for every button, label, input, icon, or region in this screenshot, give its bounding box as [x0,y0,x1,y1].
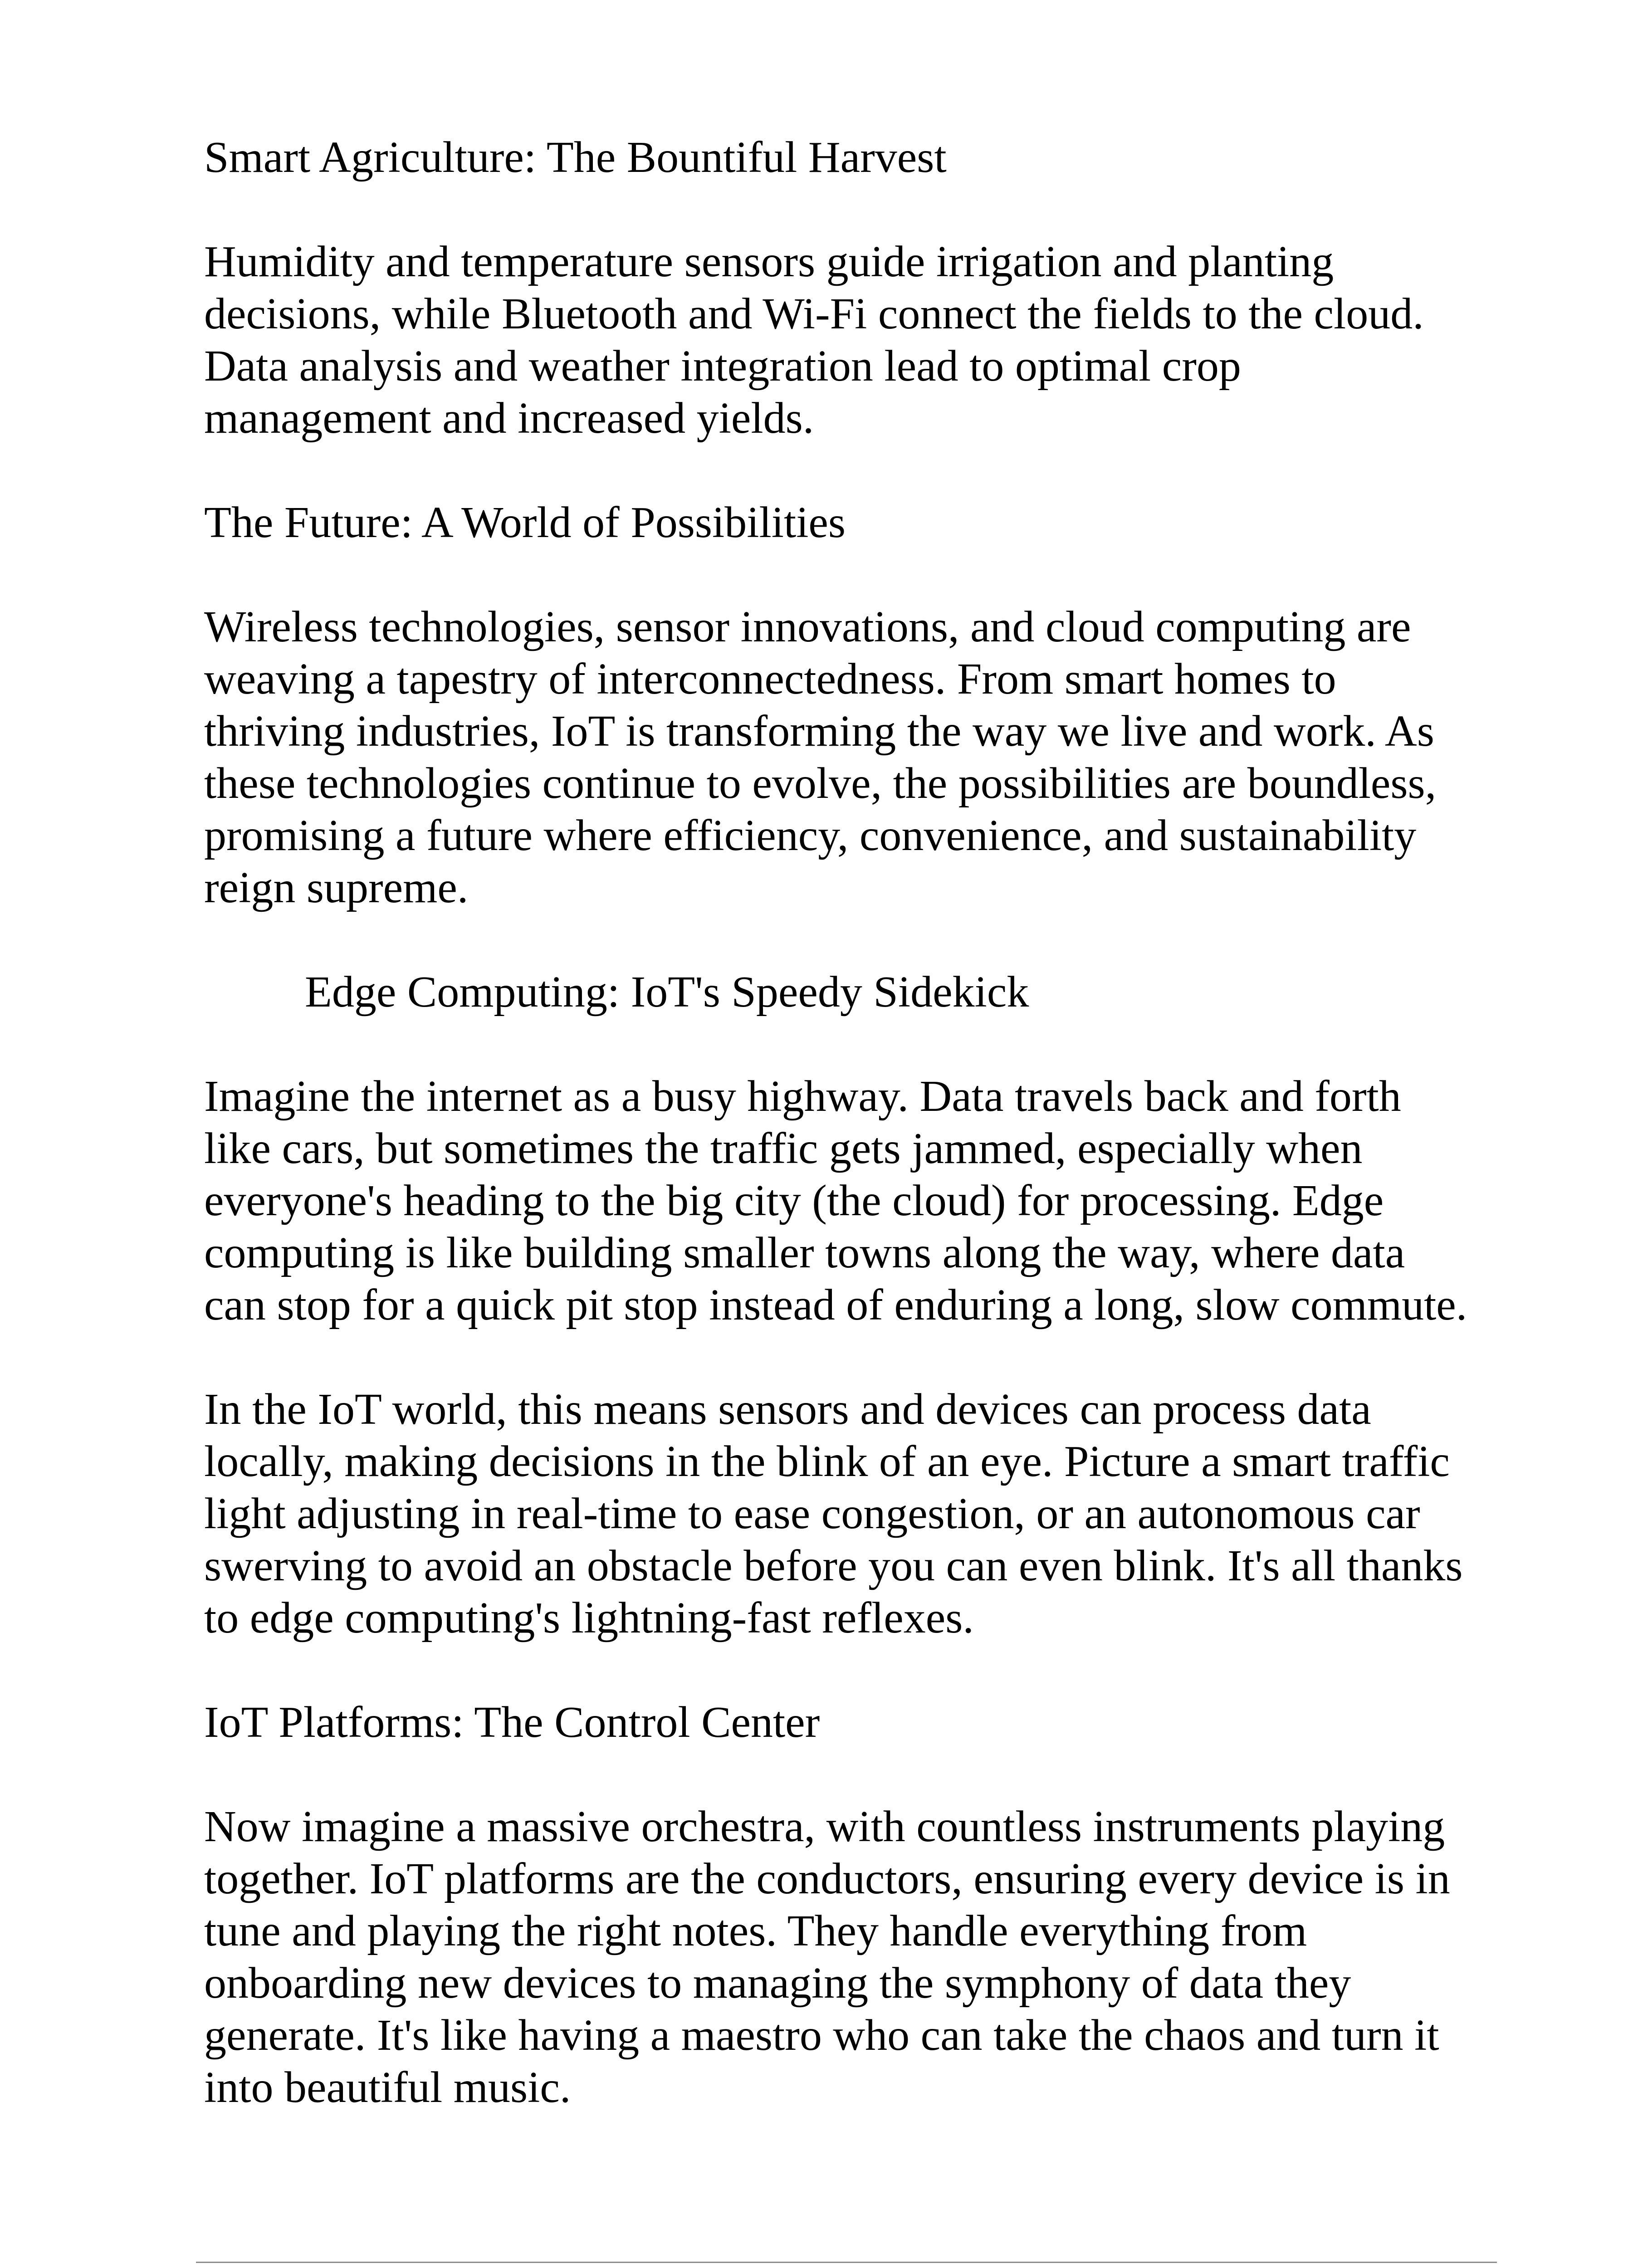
heading-edge-computing: Edge Computing: IoT's Speedy Sidekick [305,968,1029,1017]
page-content [204,132,1520,2166]
heading-smart-agriculture: Smart Agriculture: The Bountiful Harvest [204,133,947,182]
paragraph-smart-agriculture: Humidity and temperature sensors guide irrigation and planting decisions, while Bluetooth and Wi-Fi connect the fields to the cloud. Data analysis and weather integration lead to optimal crop management and increased yields. [204,237,1424,443]
paragraph-iot-platforms: Now imagine a massive orchestra, with countless instruments playing together. IoT platforms are the conductors, ensuring every device is in tune and playing the right notes. They handle everything from onboarding new devices to managing the symphony of data they generate. It's like having a maestro who can take the chaos and turn it into beautiful music. [204,1802,1450,2112]
heading-the-future: The Future: A World of Possibilities [204,498,846,547]
paragraph-the-future: Wireless technologies, sensor innovations, and cloud computing are weaving a tapestry of interconnectedness. From smart homes to thriving industries, IoT is transforming the way we live and work. As these technologies continue to evolve, the possibilities are boundless, promising a future where efficiency, convenience, and sustainability reign supreme. [204,602,1437,912]
footer-divider [196,2262,1497,2263]
heading-iot-platforms: IoT Platforms: The Control Center [204,1698,820,1747]
paragraph-edge-computing-iot-world: In the IoT world, this means sensors and devices can process data locally, making decisions in the blink of an eye. Picture a smart traffic light adjusting in real-time to ease congestion, or an autonomous car swerving to avoid an obstacle before you can even blink. It's all thanks to edge computing's lightning-fast reflexes. [204,1385,1463,1642]
paragraph-edge-computing-highway: Imagine the internet as a busy highway. Data travels back and forth like cars, but sometimes the traffic gets jammed, especially when everyone's heading to the big city (the cloud) for processing. Edge computing is like building smaller towns along the way, where data can stop for a quick pit stop instead of enduring a long, slow commute. [204,1072,1467,1330]
